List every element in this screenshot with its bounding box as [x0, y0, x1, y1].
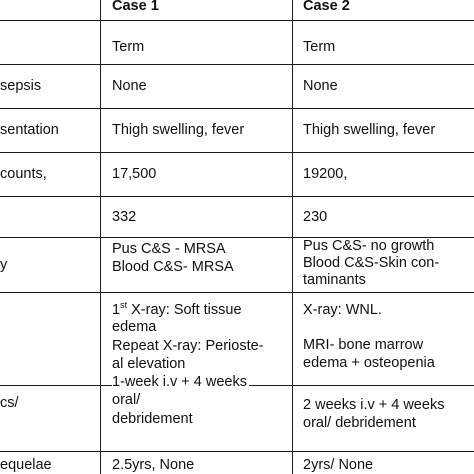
cell-case1-treatment-line-1: 1-week i.v + 4 weeks	[112, 374, 247, 390]
column-divider	[292, 0, 293, 474]
row-label-presentation: sentation	[0, 122, 59, 138]
row-divider	[0, 152, 474, 153]
table-border-top	[0, 20, 474, 21]
header-case-2: Case 2	[303, 0, 350, 14]
row-divider	[0, 108, 474, 109]
row-divider	[0, 451, 474, 452]
cell-case2-treatment-line-1: 2 weeks i.v + 4 weeks	[303, 397, 445, 413]
ordinal-number: 1	[112, 302, 121, 318]
cell-case2-imaging-line-2: MRI- bone marrow	[303, 337, 424, 353]
cell-case1-imaging-line-1	[112, 301, 242, 319]
cell-case2-sequelae: 2yrs/ None	[303, 457, 374, 473]
cell-case1-imaging-line-4: al elevation	[112, 356, 186, 372]
row-label-sepsis: sepsis	[0, 78, 42, 94]
cell-case2-culture-line-1: Pus C&S- no growth	[303, 238, 435, 254]
cell-case2-culture-line-3: taminants	[303, 272, 366, 288]
cell-case1-value: 332	[112, 209, 137, 225]
cell-case1-culture-line-2: Blood C&S- MRSA	[112, 259, 234, 275]
cell-case1-term: Term	[112, 39, 145, 55]
row-label-antibiotics: cs/	[0, 395, 19, 411]
cell-case1-imaging-line-2: edema	[112, 319, 157, 335]
cell-case1-counts: 17,500	[112, 166, 157, 182]
row-divider	[0, 64, 474, 65]
cell-case1-sepsis: None	[112, 78, 147, 94]
imaging-first-xray: X-ray: Soft tissue	[131, 302, 242, 318]
row-label-sequelae: equelae	[0, 457, 52, 473]
row-divider	[0, 292, 474, 293]
row-label-counts: counts,	[0, 166, 47, 182]
header-case-1: Case 1	[112, 0, 159, 14]
cell-case2-treatment-line-2: oral/ debridement	[303, 415, 416, 431]
cell-case2-sepsis: None	[303, 78, 338, 94]
cell-case2-imaging-line-1: X-ray: WNL.	[303, 302, 382, 318]
cell-case1-sequelae: 2.5yrs, None	[112, 457, 195, 473]
ordinal-suffix: st	[120, 300, 128, 310]
cell-case1-culture-line-1: Pus C&S - MRSA	[112, 241, 226, 257]
cell-case2-counts: 19200,	[303, 166, 348, 182]
cell-case2-imaging-line-3: edema + osteopenia	[303, 355, 435, 371]
row-label-cultures: y	[0, 257, 8, 273]
cell-case1-imaging-line-3: Repeat X-ray: Perioste-	[112, 338, 264, 354]
cell-case2-value: 230	[303, 209, 328, 225]
cell-case2-presentation: Thigh swelling, fever	[303, 122, 436, 138]
row-divider	[0, 196, 474, 197]
column-divider	[100, 0, 101, 474]
cell-case1-presentation: Thigh swelling, fever	[112, 122, 245, 138]
cell-case1-treatment-line-3: debridement	[112, 411, 193, 427]
cell-case1-treatment-line-2: oral/	[112, 392, 141, 408]
cell-case2-culture-line-2: Blood C&S-Skin con-	[303, 255, 440, 271]
cell-case2-term: Term	[303, 39, 336, 55]
